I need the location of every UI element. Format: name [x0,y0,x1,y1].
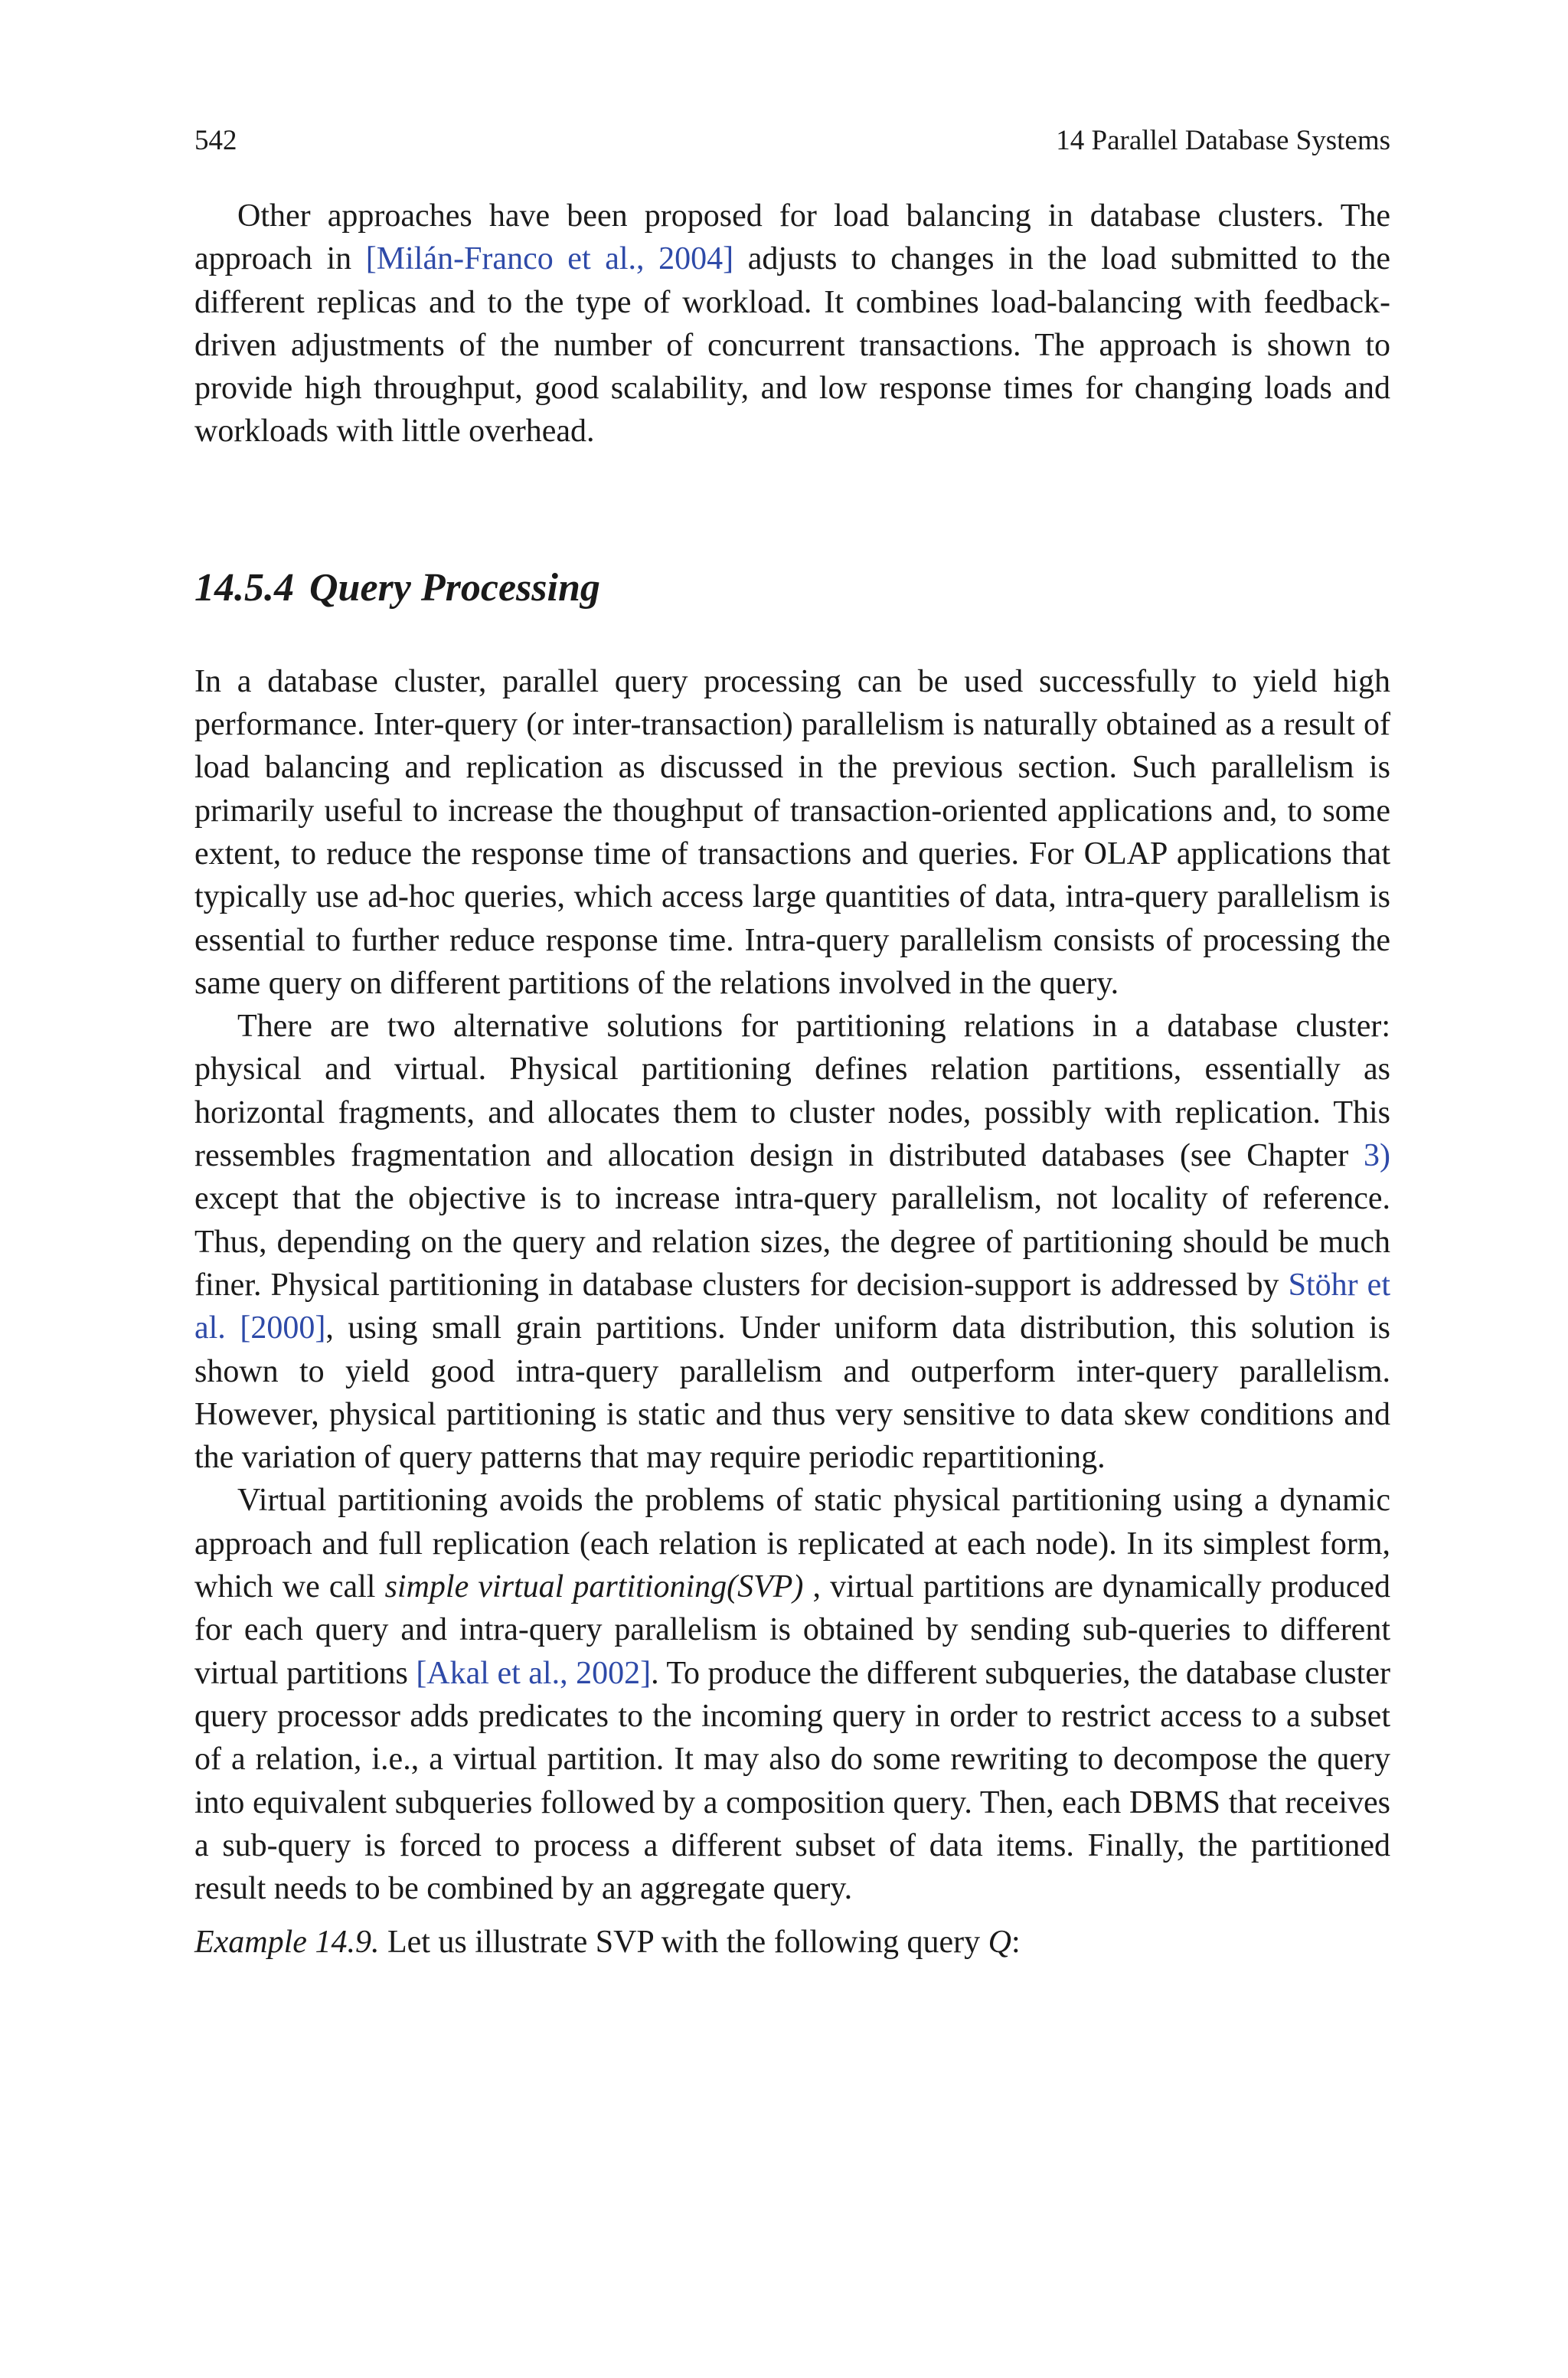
running-header [194,123,1390,159]
text-run: , virtual partitions are dynamically produced for each query and intra-query parallelism is obtained by sending sub-queries to different virtual partitions [194,1569,1390,1691]
example-paragraph [194,1921,1390,1964]
chapter-link[interactable]: 3) [1364,1138,1390,1174]
text-run: , using small grain partitions. Under uniform data distribution, this solution is shown to yield good intra-query parallelism and outperform inter-query parallelism. However, physical partitioning is static and thus very sensitive to data skew conditions and the variation of query patterns that may require periodic repartitioning. [194,1310,1390,1476]
text-run: adjusts to changes in the load submitted to the different replicas and to the type of workload. It combines load-balancing with feedback-driven adjustments of the number of concurrent transactions. The approach is shown to provide high throughput, good scalability, and low response times for changing loads and workloads with little overhead. [194,241,1390,450]
citation-link[interactable]: [Akal et al., 2002] [416,1655,652,1691]
text-run: Other approaches have been proposed for load balancing in database clusters. The approach in [194,198,1390,277]
citation-link[interactable]: Stöhr et al. [2000] [194,1267,1390,1346]
text-run: except that the objective is to increase intra-query parallelism, not locality of reference. Thus, depending on the query and relation sizes, the degree of partitioning should be much finer. Physical partitioning in database clusters for decision-support is addressed by [194,1181,1390,1303]
section-heading [194,564,1390,613]
section-number: 14.5.4 [194,565,294,610]
text-run: Let us illustrate SVP with the following query [379,1925,988,1961]
citation-link[interactable]: [Milán-Franco et al., 2004] [365,241,734,277]
text-run: . To produce the different subqueries, the database cluster query processor adds predicates to the incoming query in order to restrict access to a subset of a relation, i.e., a virtual partition. It may also do some rewriting to decompose the query into equivalent subqueries followed by a composition query. Then, each DBMS that receives a sub-query is forced to process a different subset of data items. Finally, the partitioned result needs to be combined by an aggregate query. [194,1655,1390,1907]
page-content [194,123,1390,1964]
query-symbol: Q [988,1925,1011,1961]
term-svp: simple virtual partitioning(SVP) [384,1569,804,1605]
text-run: Virtual partitioning avoids the problems of static physical partitioning using a dynamic approach and full replication (each relation is replicated at each node). In its simplest form, which we call [194,1483,1390,1605]
section-title: Query Processing [309,565,600,610]
paragraph-physical-partitioning [194,1005,1390,1479]
text-run: : [1011,1925,1021,1961]
paragraph-virtual-partitioning [194,1479,1390,1910]
example-label: Example 14.9. [194,1925,380,1961]
page-number: 542 [194,125,237,156]
chapter-title: 14 Parallel Database Systems [1056,125,1390,156]
text-run: There are two alternative solutions for partitioning relations in a database cluster: physical and virtual. Physical partitioning defines relation partitions, essentially as horizontal fragments, and allocates them to cluster nodes, possibly with replication. This ressembles fragmentation and allocation design in distributed databases (see Chapter [194,1009,1390,1174]
paragraph-load-balancing [194,195,1390,453]
paragraph-intro: In a database cluster, parallel query processing can be used successfully to yield high performance. Inter-query (or inter-transaction) parallelism is naturally obtained as a result of load balancing and replication as discussed in the previous section. Such parallelism is primarily useful to increase the thoughput of transaction-oriented applications and, to some extent, to reduce the response time of transactions and queries. For OLAP applications that typically use ad-hoc queries, which access large quantities of data, intra-query parallelism is essential to further reduce response time. Intra-query parallelism consists of processing the same query on different partitions of the relations involved in the query. [194,663,1390,1001]
